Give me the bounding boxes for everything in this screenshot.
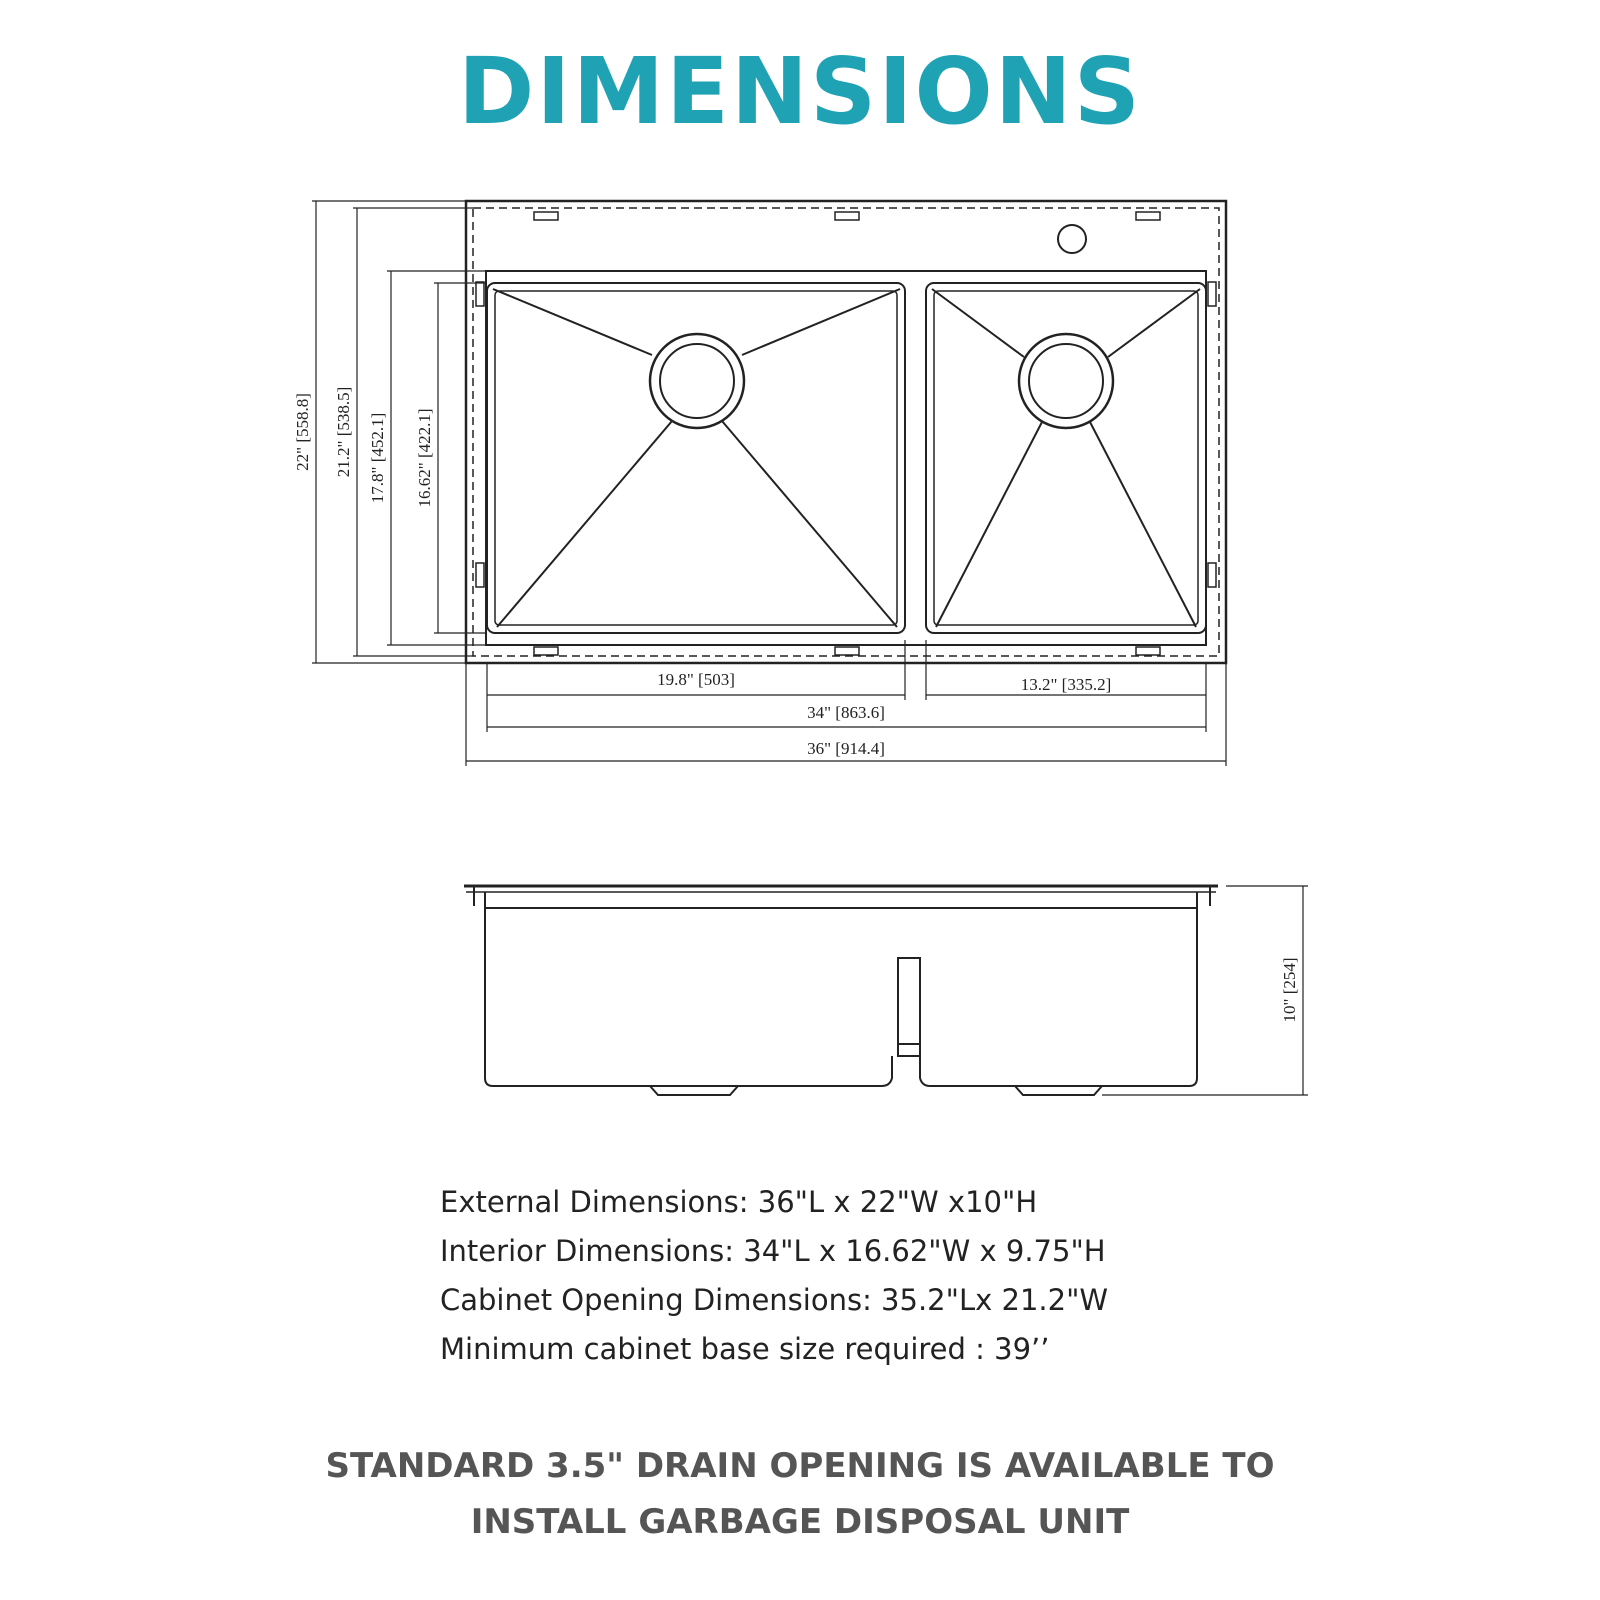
left-drain-bottom (650, 1086, 738, 1095)
spec-cabinet-opening: Cabinet Opening Dimensions: 35.2"Lx 21.2"W (440, 1283, 1109, 1317)
bowl-inner-height-label: 16.62" [422.1] (415, 408, 434, 508)
side-height-dimension-line (1102, 886, 1308, 1095)
overall-width-label: 36" [914.4] (807, 739, 885, 758)
interior-width-label: 34" [863.6] (807, 703, 885, 722)
overall-height-label: 22" [558.8] (293, 393, 312, 471)
left-bowl-width-label: 19.8" [503] (657, 670, 735, 689)
spec-interior: Interior Dimensions: 34"L x 16.62"W x 9.75"H (440, 1234, 1106, 1268)
right-bowl (926, 283, 1206, 633)
left-drain (650, 334, 744, 428)
drain-note-line-2: INSTALL GARBAGE DISPOSAL UNIT (470, 1502, 1130, 1542)
side-height-label: 10" [254] (1280, 957, 1299, 1023)
page-title: DIMENSIONS (458, 38, 1142, 145)
drain-note-line-1: STANDARD 3.5" DRAIN OPENING IS AVAILABLE TO (325, 1446, 1275, 1486)
spec-minimum-cabinet: Minimum cabinet base size required : 39’’ (440, 1332, 1050, 1366)
spec-external: External Dimensions: 36"L x 22"W x10"H (440, 1185, 1038, 1219)
right-drain (1019, 334, 1113, 428)
bowl-outer-height-label: 17.8" [452.1] (368, 412, 387, 504)
cabinet-height-label: 21.2" [538.5] (334, 386, 353, 478)
interior-lip (486, 271, 1206, 645)
bowl-divider (898, 958, 920, 1056)
right-bowl-width-label: 13.2" [335.2] (1020, 675, 1112, 694)
left-bowl (487, 283, 905, 633)
specifications-list (440, 1178, 1108, 1374)
right-drain-bottom (1015, 1086, 1102, 1095)
top-view (466, 201, 1226, 663)
side-view (464, 886, 1218, 1095)
cabinet-cutout-dashed (473, 208, 1219, 656)
mounting-clips (476, 212, 1216, 655)
faucet-hole (1058, 225, 1086, 253)
